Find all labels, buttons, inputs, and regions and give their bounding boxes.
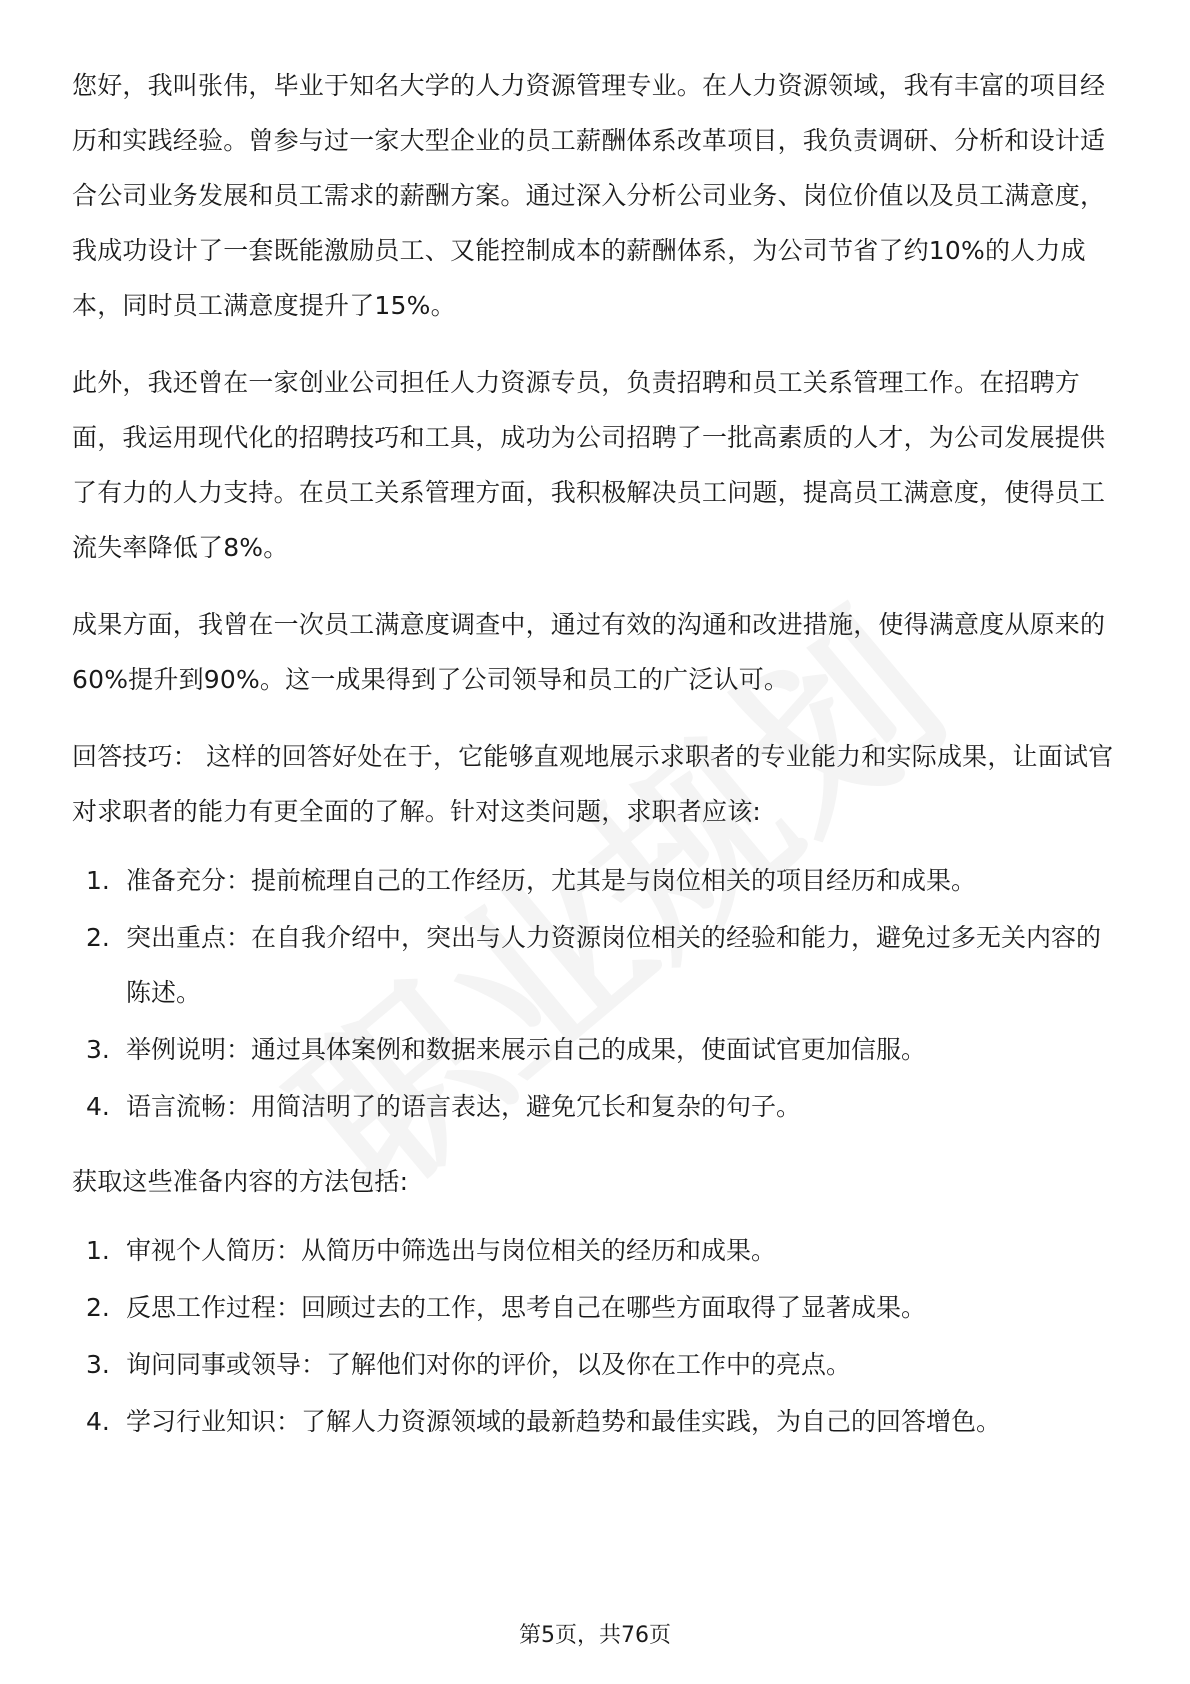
list-item-number: 1. xyxy=(86,866,110,895)
list-item-number: 3. xyxy=(86,1035,110,1064)
list-item xyxy=(72,1394,1118,1449)
list-item xyxy=(72,1223,1118,1278)
list-item-text: 反思工作过程：回顾过去的工作，思考自己在哪些方面取得了显著成果。 xyxy=(126,1293,927,1322)
list-item xyxy=(72,1079,1118,1134)
list-item-text: 语言流畅：用简洁明了的语言表达，避免冗长和复杂的句子。 xyxy=(126,1092,802,1121)
list-item-text: 询问同事或领导：了解他们对你的评价，以及你在工作中的亮点。 xyxy=(126,1350,852,1379)
list-item xyxy=(72,910,1118,1020)
list-item xyxy=(72,1280,1118,1335)
paragraph-achievements: 成果方面，我曾在一次员工满意度调查中，通过有效的沟通和改进措施，使得满意度从原来的60%提升到90%。这一成果得到了公司领导和员工的广泛认可。 xyxy=(72,610,1106,694)
list-item-number: 1. xyxy=(86,1236,110,1265)
list-item-text: 突出重点：在自我介绍中，突出与人力资源岗位相关的经验和能力，避免过多无关内容的陈述。 xyxy=(126,923,1102,1007)
list-item-number: 2. xyxy=(86,1293,110,1322)
list-item-number: 4. xyxy=(86,1092,110,1121)
paragraph-startup-experience: 此外，我还曾在一家创业公司担任人力资源专员，负责招聘和员工关系管理工作。在招聘方面，我运用现代化的招聘技巧和工具，成功为公司招聘了一批高素质的人才，为公司发展提供了有力的人力支持。在员工关系管理方面，我积极解决员工问题，提高员工满意度，使得员工流失率降低了8%。 xyxy=(72,368,1106,562)
list-item-text: 举例说明：通过具体案例和数据来展示自己的成果，使面试官更加信服。 xyxy=(126,1035,927,1064)
document-body xyxy=(72,58,1118,1469)
list-item xyxy=(72,853,1118,908)
tips-list xyxy=(72,853,1118,1134)
paragraph-methods-intro: 获取这些准备内容的方法包括: xyxy=(72,1167,409,1196)
list-item xyxy=(72,1022,1118,1077)
page-number: 第5页，共76页 xyxy=(519,1623,671,1648)
list-item-number: 4. xyxy=(86,1407,110,1436)
list-item-text: 准备充分：提前梳理自己的工作经历，尤其是与岗位相关的项目经历和成果。 xyxy=(126,866,977,895)
list-item-text: 审视个人简历：从简历中筛选出与岗位相关的经历和成果。 xyxy=(126,1236,777,1265)
list-item xyxy=(72,1337,1118,1392)
list-item-number: 2. xyxy=(86,923,110,952)
list-item-text: 学习行业知识：了解人力资源领域的最新趋势和最佳实践，为自己的回答增色。 xyxy=(126,1407,1002,1436)
paragraph-intro: 您好，我叫张伟，毕业于知名大学的人力资源管理专业。在人力资源领域，我有丰富的项目经历和实践经验。曾参与过一家大型企业的员工薪酬体系改革项目，我负责调研、分析和设计适合公司业务发展和员工需求的薪酬方案。通过深入分析公司业务、岗位价值以及员工满意度，我成功设计了一套既能激励员工、又能控制成本的薪酬体系，为公司节省了约10%的人力成本，同时员工满意度提升了15%。 xyxy=(72,71,1106,320)
paragraph-answer-tips: 回答技巧： 这样的回答好处在于，它能够直观地展示求职者的专业能力和实际成果，让面试官对求职者的能力有更全面的了解。针对这类问题，求职者应该: xyxy=(72,742,1114,826)
methods-list xyxy=(72,1223,1118,1449)
list-item-number: 3. xyxy=(86,1350,110,1379)
